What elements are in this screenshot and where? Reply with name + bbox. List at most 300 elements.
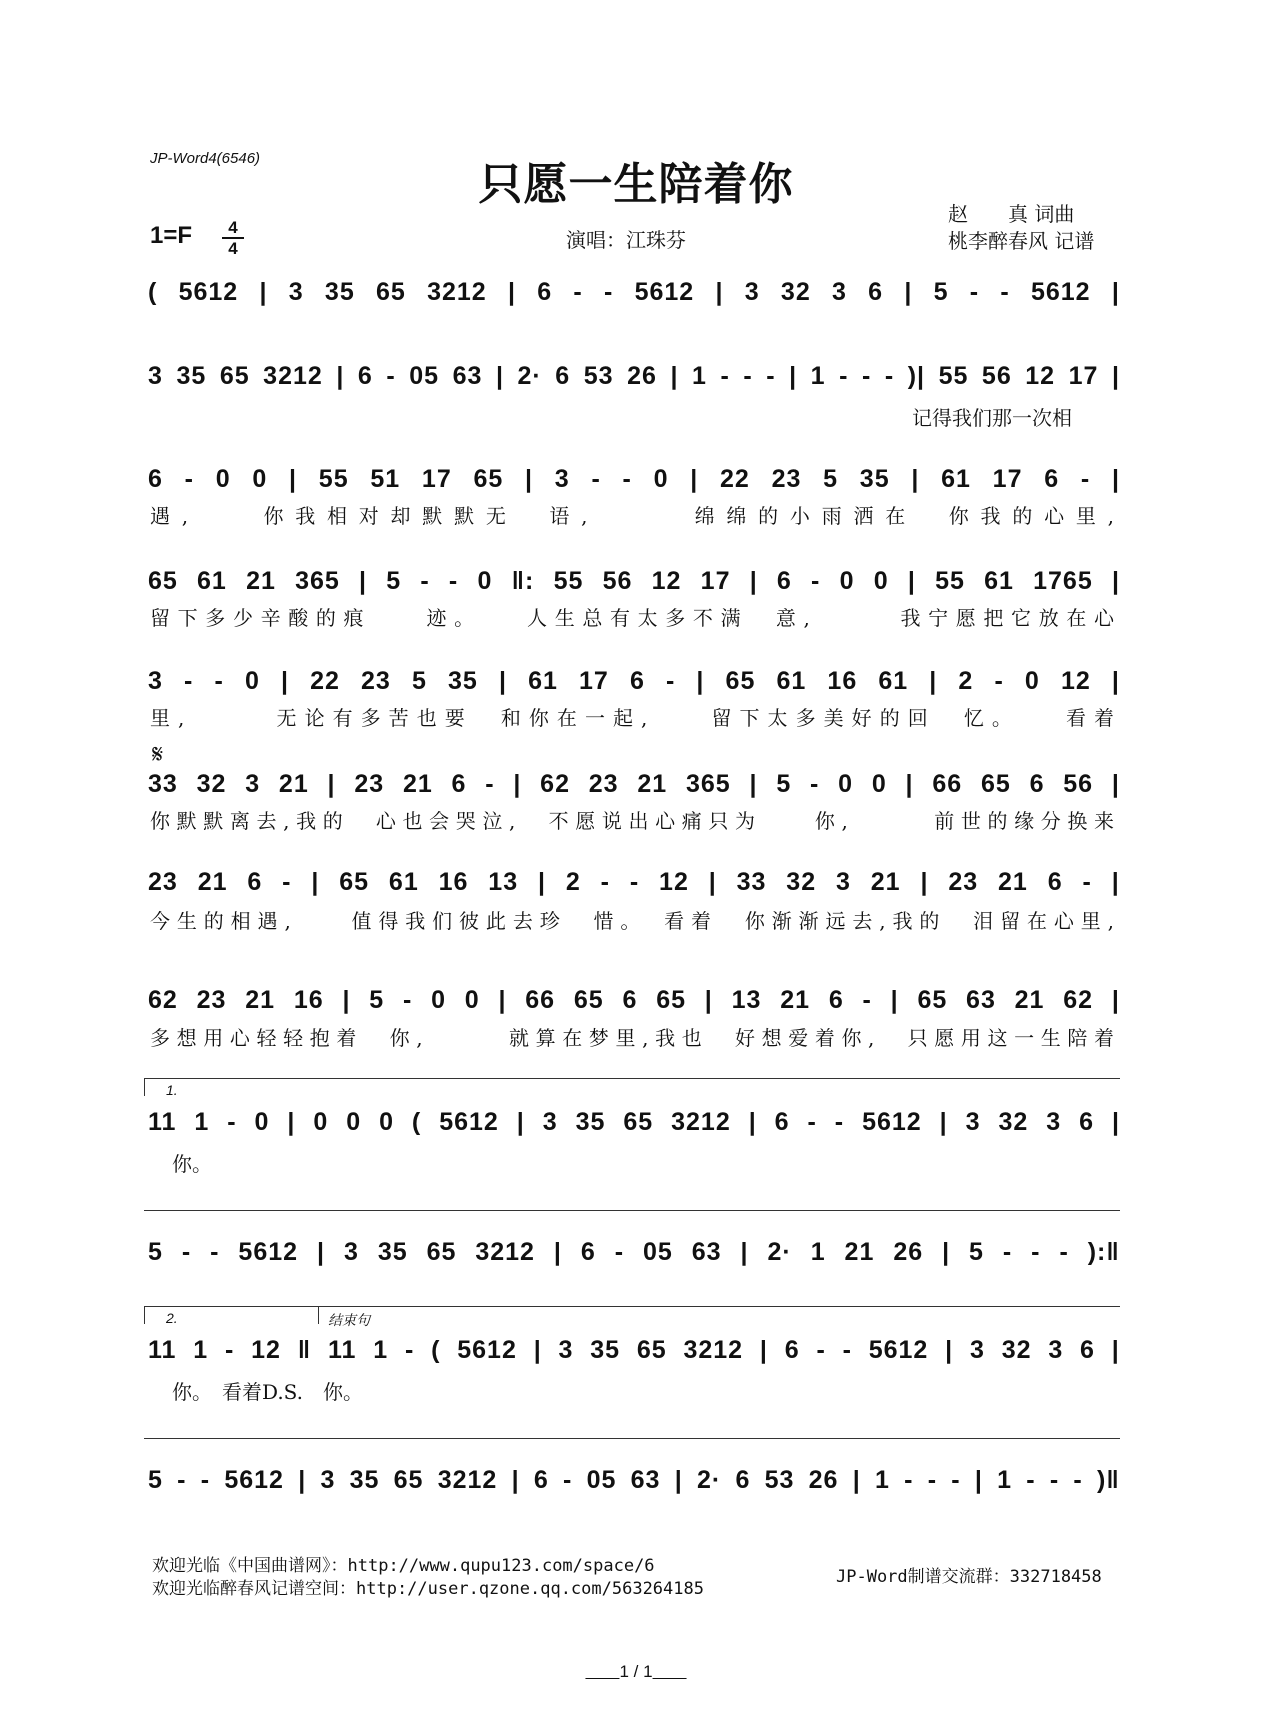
note-group: ( — [148, 278, 158, 306]
bar-line: | — [498, 667, 507, 695]
note-group: 1 — [373, 1336, 389, 1364]
bar-line: | — [1111, 567, 1120, 595]
note-group: - — [811, 567, 821, 595]
note-group: 11 — [328, 1336, 357, 1364]
lyric-line-11: 你。 看着D.S. 你。 — [172, 1380, 364, 1404]
note-group: 63 — [966, 986, 996, 1014]
note-group: 32 — [1001, 1336, 1032, 1364]
note-group: 3212 — [263, 362, 323, 390]
note-group: 63 — [630, 1466, 661, 1494]
note-group: 55 — [318, 465, 349, 493]
note-group: 3 — [554, 465, 570, 493]
note-group: 5 — [969, 1238, 984, 1266]
note-group: 05 — [643, 1238, 673, 1266]
note-group: 3 — [744, 278, 760, 306]
notation-row-4 — [148, 567, 1120, 596]
final-bracket — [144, 1438, 1120, 1439]
note-group: 51 — [370, 465, 401, 493]
bar-line: | — [1111, 868, 1120, 896]
note-group: 0 — [839, 567, 855, 595]
note-group: 61 — [941, 465, 971, 493]
bar-line: | — [911, 465, 920, 493]
note-group: 65 — [656, 986, 686, 1014]
note-group: 12 — [1025, 362, 1056, 390]
note-group: 65 — [725, 667, 756, 695]
bar-line: | — [749, 770, 758, 798]
note-group: 26 — [627, 362, 657, 390]
note-group: 53 — [764, 1466, 795, 1494]
note-group: 5612 — [862, 1108, 922, 1136]
note-group: 0 — [254, 1108, 270, 1136]
note-group: 65 — [148, 567, 178, 595]
note-group: 2 — [958, 667, 974, 695]
note-group: 23 — [771, 465, 802, 493]
note-group: 35 — [349, 1466, 380, 1494]
note-group: - — [1073, 1466, 1083, 1494]
note-group: 0 — [379, 1108, 394, 1136]
note-group: 6 — [1047, 868, 1063, 896]
note-group: - — [600, 868, 610, 896]
note-group: - — [1000, 278, 1010, 306]
note-group: 65 — [473, 465, 504, 493]
note-group: 32 — [780, 278, 811, 306]
note-group: - — [862, 986, 872, 1014]
note-group: 62 — [540, 770, 570, 798]
lyric-line-8: 多想用心轻轻抱着 你, 就算在梦里,我也 好想爱着你, 只愿用这一生陪着 — [150, 1026, 1115, 1050]
note-group: 32 — [998, 1108, 1029, 1136]
bar-line: | — [1111, 770, 1120, 798]
note-group: - — [181, 1238, 192, 1266]
note-group: 3212 — [475, 1238, 535, 1266]
note-group: 22 — [720, 465, 750, 493]
lyric-line-6: 你默默离去,我的 心也会哭泣, 不愿说出心痛只为 你, 前世的缘分换来 — [150, 809, 1115, 833]
note-group: 65 — [219, 362, 250, 390]
note-group: 66 — [525, 986, 556, 1014]
note-group: 33 — [736, 868, 767, 896]
note-group: 6 — [537, 278, 553, 306]
bar-line: | — [740, 1238, 749, 1266]
note-group: 6 — [148, 465, 163, 493]
note-group: 53 — [583, 362, 614, 390]
note-group: 0 — [477, 567, 493, 595]
note-group: 2· — [767, 1238, 792, 1266]
note-group: - — [1082, 868, 1092, 896]
note-group: 0 — [1024, 667, 1040, 695]
note-group: 17 — [579, 667, 609, 695]
lyric-line-7: 今生的相遇, 值得我们彼此去珍 惜。 看着 你渐渐远去,我的 泪留在心里, — [150, 909, 1115, 933]
note-group: 1 — [874, 1466, 890, 1494]
key-signature: 1=F — [150, 222, 193, 249]
note-group: 0 — [252, 465, 268, 493]
note-group: 35 — [176, 362, 207, 390]
note-group: 2· — [696, 1466, 722, 1494]
note-group: 1 — [691, 362, 707, 390]
note-group: 23 — [948, 868, 979, 896]
note-group: 62 — [1063, 986, 1094, 1014]
singer: 演唱：江珠芬 — [566, 228, 686, 252]
volta-2-bracket — [144, 1306, 1120, 1307]
note-group: 6 — [533, 1466, 549, 1494]
bar-line: ):‖ — [1087, 1238, 1120, 1266]
note-group: 21 — [278, 770, 309, 798]
note-group: 16 — [293, 986, 324, 1014]
note-group: 62 — [148, 986, 178, 1014]
bar-line: ‖ — [297, 1336, 312, 1364]
note-group: 21 — [245, 986, 276, 1014]
note-group: 61 — [197, 567, 227, 595]
note-group: 5612 — [178, 278, 239, 306]
note-group: - — [904, 1466, 914, 1494]
notation-row-2 — [148, 362, 1120, 391]
note-group: 3 — [245, 770, 261, 798]
lyric-line-2: 记得我们那一次相 — [912, 406, 1072, 430]
notation-row-10 — [148, 1238, 1120, 1267]
note-group: 365 — [295, 567, 340, 595]
note-group: 5 — [148, 1466, 163, 1494]
volta-1-bracket — [144, 1078, 1120, 1079]
bar-line: | — [904, 278, 913, 306]
note-group: 23 — [361, 667, 391, 695]
bar-line: | — [507, 278, 516, 306]
note-group: 6 — [247, 868, 263, 896]
note-group: 11 — [148, 1336, 177, 1364]
bar-line: | — [907, 567, 916, 595]
app-tag: JP-Word4(6546) — [150, 150, 261, 167]
note-group: 3 — [148, 667, 163, 695]
note-group: 65 — [339, 868, 370, 896]
notation-row-7 — [148, 868, 1120, 897]
lyric-line-3: 遇, 你我相对却默默无 语, 绵绵的小雨洒在 你我的心里, — [150, 504, 1115, 528]
note-group: 35 — [324, 278, 355, 306]
bar-line: | — [939, 1108, 948, 1136]
note-group: 3212 — [437, 1466, 498, 1494]
note-group: 5612 — [634, 278, 695, 306]
notation-row-5 — [148, 667, 1120, 696]
bar-line: | — [759, 1336, 768, 1364]
note-group: - — [184, 465, 194, 493]
note-group: 56 — [602, 567, 633, 595]
note-group: 3 — [320, 1466, 336, 1494]
note-group: 13 — [488, 868, 519, 896]
note-group: 55 — [938, 362, 969, 390]
note-group: 0 — [431, 986, 446, 1014]
note-group: - — [629, 868, 640, 896]
note-group: 35 — [590, 1336, 621, 1364]
notation-row-3 — [148, 465, 1120, 494]
bar-line: | — [1111, 986, 1120, 1014]
note-group: - — [184, 667, 194, 695]
note-group: 3 — [835, 868, 851, 896]
note-group: 5612 — [457, 1336, 517, 1364]
bar-line: | — [945, 1336, 954, 1364]
volta-2-label: 2. — [166, 1310, 178, 1326]
bar-line: | — [495, 362, 504, 390]
note-group: 21 — [998, 868, 1028, 896]
note-group: 5 — [933, 278, 949, 306]
note-group: 6 — [1029, 770, 1045, 798]
note-group: - — [807, 1108, 817, 1136]
note-group: 2 — [565, 868, 581, 896]
bar-line: | — [498, 986, 507, 1014]
footer-link-qzone[interactable]: 欢迎光临醉春风记谱空间：http://user.qzone.qq.com/563264185 — [152, 1579, 704, 1599]
note-group: 66 — [932, 770, 963, 798]
note-group: - — [402, 986, 413, 1014]
notated-by: 桃李醉春风 记谱 — [948, 229, 1095, 253]
note-group: 5612 — [1030, 278, 1091, 306]
note-group: 23 — [588, 770, 619, 798]
note-group: 21 — [637, 770, 668, 798]
note-group: 16 — [438, 868, 469, 896]
note-group: - — [622, 465, 632, 493]
note-group: 0 — [653, 465, 669, 493]
notation-row-11 — [148, 1336, 1120, 1365]
bar-line: | — [317, 1238, 325, 1266]
note-group: 3 — [558, 1336, 574, 1364]
note-group: 3212 — [427, 278, 487, 306]
bar-line: | — [553, 1238, 562, 1266]
note-group: 5 — [148, 1238, 163, 1266]
bar-line: | — [525, 465, 534, 493]
bar-line: | — [336, 362, 345, 390]
note-group: 12 — [651, 567, 682, 595]
note-group: - — [210, 1238, 220, 1266]
note-group: 0 — [838, 770, 854, 798]
bar-line: | — [1111, 1336, 1120, 1364]
bar-line: | — [1111, 465, 1120, 493]
volta-1-label: 1. — [166, 1082, 178, 1098]
note-group: 61 — [984, 567, 1014, 595]
note-group: 3 — [969, 1336, 985, 1364]
segno-sign: 𝄋 — [152, 740, 164, 770]
note-group: - — [1080, 465, 1091, 493]
bar-line: | — [789, 362, 798, 390]
note-group: 35 — [575, 1108, 606, 1136]
note-group: - — [816, 1336, 826, 1364]
note-group: 3 — [965, 1108, 981, 1136]
note-group: - — [404, 1336, 415, 1364]
note-group: 65 — [636, 1336, 667, 1364]
note-group: 6 — [828, 986, 844, 1014]
bar-line: | — [342, 986, 351, 1014]
note-group: 3 — [832, 278, 847, 306]
note-group: - — [951, 1466, 961, 1494]
note-group: 21 — [197, 868, 228, 896]
bar-line: | — [704, 986, 713, 1014]
lyricist-composer: 赵 真 词曲 — [948, 202, 1075, 226]
note-group: 3 — [343, 1238, 359, 1266]
note-group: 5612 — [224, 1466, 284, 1494]
note-group: 65 — [573, 986, 604, 1014]
bar-line: | — [280, 667, 289, 695]
note-group: 6 — [629, 667, 645, 695]
note-group: 3 — [1048, 1336, 1064, 1364]
note-group: 0 — [215, 465, 231, 493]
note-group: ( — [411, 1108, 422, 1136]
note-group: 32 — [786, 868, 817, 896]
note-group: 3212 — [671, 1108, 731, 1136]
note-group: - — [810, 770, 820, 798]
bar-line: | — [749, 567, 758, 595]
meter-bottom: 4 — [228, 239, 238, 258]
note-group: 6 — [774, 1108, 790, 1136]
volta-2-tick — [144, 1306, 145, 1324]
note-group: 6 — [735, 1466, 751, 1494]
note-group: - — [720, 362, 730, 390]
note-group: 21 — [870, 868, 901, 896]
note-group: 05 — [586, 1466, 617, 1494]
note-group: 17 — [992, 465, 1023, 493]
bar-line: )| — [907, 362, 926, 390]
note-group: 55 — [553, 567, 584, 595]
footer-link-qupu[interactable]: 欢迎光临《中国曲谱网》：http://www.qupu123.com/space/6 — [152, 1556, 655, 1576]
volta-1-tick — [144, 1078, 145, 1096]
bar-line: | — [259, 278, 268, 306]
bar-line: | — [289, 465, 298, 493]
note-group: 12 — [251, 1336, 281, 1364]
bar-line: | — [929, 667, 938, 695]
bar-line: | — [905, 770, 914, 798]
notation-row-6 — [148, 770, 1120, 799]
note-group: 17 — [700, 567, 731, 595]
note-group: 0 — [873, 567, 889, 595]
notation-row-12 — [148, 1466, 1120, 1495]
bar-line: | — [696, 667, 705, 695]
note-group: - — [834, 1108, 845, 1136]
bar-line: | — [942, 1238, 951, 1266]
bar-line: | — [1112, 362, 1120, 390]
note-group: 5612 — [439, 1108, 499, 1136]
note-group: 6 — [776, 567, 792, 595]
note-group: - — [884, 362, 895, 390]
bar-line: | — [327, 770, 336, 798]
bar-line: | — [852, 1466, 861, 1494]
bar-line: | — [974, 1466, 983, 1494]
note-group: 12 — [659, 868, 689, 896]
note-group: - — [563, 1466, 573, 1494]
bar-line: | — [674, 1466, 683, 1494]
note-group: 17 — [1068, 362, 1099, 390]
note-group: 21 — [780, 986, 811, 1014]
notation-row-1 — [148, 278, 1120, 307]
note-group: 13 — [731, 986, 762, 1014]
note-group: 21 — [1014, 986, 1045, 1014]
note-group: 365 — [686, 770, 731, 798]
note-group: 1765 — [1033, 567, 1093, 595]
note-group: 65 — [623, 1108, 654, 1136]
note-group: - — [224, 1336, 235, 1364]
note-group: ( — [431, 1336, 441, 1364]
note-group: 65 — [376, 278, 406, 306]
note-group: 12 — [1060, 667, 1091, 695]
note-group: 63 — [452, 362, 483, 390]
note-group: 32 — [196, 770, 227, 798]
note-group: 61 — [388, 868, 419, 896]
note-group: 6 — [357, 362, 373, 390]
note-group: 1 — [810, 1238, 826, 1266]
note-group: 5 — [411, 667, 427, 695]
note-group: - — [282, 868, 292, 896]
note-group: 22 — [310, 667, 340, 695]
note-group: 3 — [288, 278, 304, 306]
note-group: 0 — [244, 667, 260, 695]
lyric-line-5: 里, 无论有多苦也要 和你在一起, 留下太多美好的回 忆。 看着 — [150, 706, 1115, 730]
note-group: 35 — [859, 465, 890, 493]
note-group: 11 — [148, 1108, 177, 1136]
note-group: 21 — [246, 567, 276, 595]
note-group: 3212 — [683, 1336, 744, 1364]
bar-line: | — [890, 986, 899, 1014]
note-group: - — [839, 362, 849, 390]
note-group: 61 — [528, 667, 558, 695]
note-group: 35 — [448, 667, 478, 695]
note-group: - — [743, 362, 753, 390]
note-group: 3 — [1046, 1108, 1062, 1136]
note-group: - — [1026, 1466, 1036, 1494]
note-group: - — [604, 278, 614, 306]
note-group: 23 — [354, 770, 385, 798]
note-group: 1 — [193, 1336, 209, 1364]
note-group: - — [842, 1336, 852, 1364]
note-group: 23 — [148, 868, 178, 896]
note-group: 65 — [980, 770, 1011, 798]
note-group: 3 — [542, 1108, 558, 1136]
note-group: - — [591, 465, 601, 493]
note-group: 6 — [555, 362, 571, 390]
note-group: 5 — [823, 465, 839, 493]
note-group: - — [927, 1466, 938, 1494]
song-title: 只愿一生陪着你 — [478, 159, 794, 210]
note-group: 63 — [691, 1238, 722, 1266]
note-group: - — [994, 667, 1004, 695]
note-group: 0 — [313, 1108, 329, 1136]
repeat-bracket — [144, 1210, 1120, 1211]
note-group: 6 — [1080, 1336, 1095, 1364]
bar-line: | — [511, 1466, 520, 1494]
note-group: - — [969, 278, 980, 306]
note-group: 33 — [148, 770, 178, 798]
lyric-line-9: 你。 — [172, 1152, 212, 1176]
note-group: 56 — [1063, 770, 1094, 798]
note-group: - — [177, 1466, 187, 1494]
note-group: 26 — [893, 1238, 924, 1266]
note-group: 3 — [148, 362, 163, 390]
note-group: 5612 — [238, 1238, 299, 1266]
bar-line: | — [1111, 1108, 1120, 1136]
note-group: 5 — [369, 986, 385, 1014]
bar-line: | — [516, 1108, 525, 1136]
note-group: 21 — [402, 770, 433, 798]
note-group: 65 — [393, 1466, 424, 1494]
note-group: 61 — [776, 667, 807, 695]
note-group: - — [766, 362, 776, 390]
note-group: - — [573, 278, 583, 306]
note-group: 6 — [868, 278, 884, 306]
note-group: 56 — [981, 362, 1012, 390]
page-number — [0, 1662, 1272, 1682]
bar-line: | — [1111, 667, 1120, 695]
bar-line: | — [1111, 278, 1120, 306]
time-signature — [222, 219, 244, 257]
note-group: 6 — [784, 1336, 800, 1364]
bar-line: | — [298, 1466, 307, 1494]
note-group: - — [420, 567, 430, 595]
note-group: 6 — [451, 770, 467, 798]
bar-line: | — [708, 868, 717, 896]
note-group: - — [1049, 1466, 1060, 1494]
note-group: 23 — [196, 986, 227, 1014]
note-group: - — [665, 667, 676, 695]
note-group: 1 — [194, 1108, 210, 1136]
